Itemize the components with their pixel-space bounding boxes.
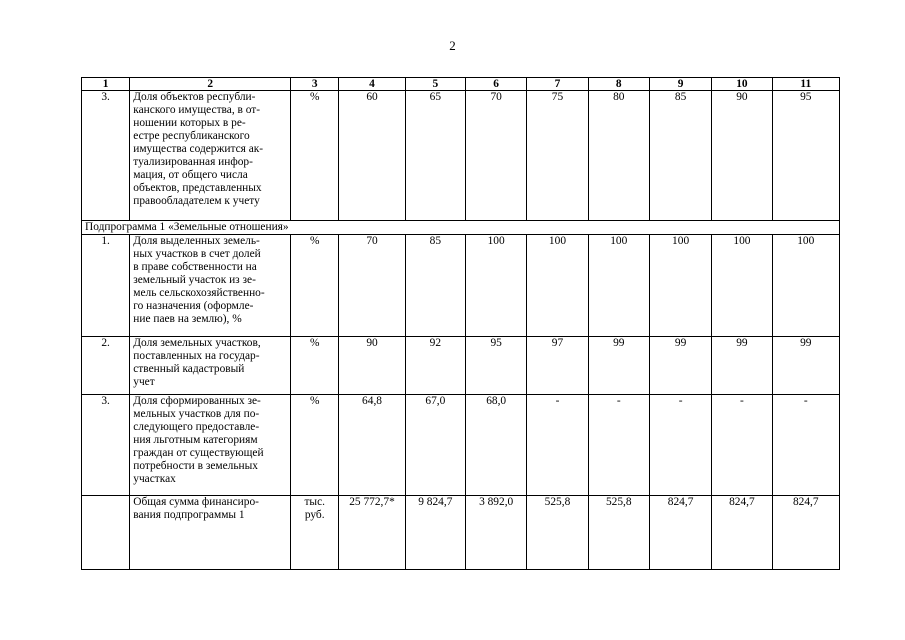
unit-cell: % [291,235,339,337]
table-row [82,337,840,395]
name-line: Доля сформированных зе- [133,395,261,407]
value-cell: 70 [339,235,405,337]
unit-line: тыс. [304,496,325,508]
unit-cell: % [291,91,339,221]
value-cell: 100 [466,235,527,337]
value-cell: 92 [405,337,465,395]
name-line: следующего предоставле- [133,421,260,433]
header-cell: 4 [339,78,405,91]
name-line: Общая сумма финансиро- [133,496,259,508]
value-cell: 95 [772,91,839,221]
unit-cell: % [291,337,339,395]
name-line: мельных участков для по- [133,408,260,420]
name-line: Доля земельных участков, [133,337,261,349]
table-row [82,395,840,496]
total-row [82,496,840,570]
header-cell: 3 [291,78,339,91]
name-line: в праве собственности на [133,261,257,273]
row-number: 1. [82,235,130,337]
value-cell: 99 [649,337,711,395]
indicators-table [81,77,840,570]
row-number: 3. [82,91,130,221]
name-line: ния льготным категориям [133,434,258,446]
name-line: вания подпрограммы 1 [133,509,245,521]
indicator-name [130,337,291,395]
name-line: го назначения (оформле- [133,300,254,312]
name-line: туализированная инфор- [133,156,253,168]
value-cell: - [712,395,772,496]
header-cell: 5 [405,78,465,91]
value-cell: 824,7 [649,496,711,570]
header-cell: 8 [588,78,649,91]
row-number: 3. [82,395,130,496]
name-line: Доля выделенных земель- [133,235,260,247]
header-row [82,78,840,91]
header-cell: 11 [772,78,839,91]
value-cell: 60 [339,91,405,221]
value-cell: 64,8 [339,395,405,496]
value-cell: 80 [588,91,649,221]
value-cell: 65 [405,91,465,221]
value-cell: - [527,395,588,496]
value-cell: 90 [712,91,772,221]
value-cell: 99 [772,337,839,395]
value-cell: - [772,395,839,496]
name-line: земельный участок из зе- [133,274,256,286]
value-cell: 90 [339,337,405,395]
value-cell: 3 892,0 [466,496,527,570]
value-cell: 68,0 [466,395,527,496]
value-cell: 99 [712,337,772,395]
name-line: правообладателем к учету [133,195,260,207]
value-cell: 824,7 [772,496,839,570]
value-cell: 85 [405,235,465,337]
value-cell: 67,0 [405,395,465,496]
value-cell: 100 [712,235,772,337]
name-line: учет [133,376,155,388]
name-line: естре республиканского [133,130,250,142]
value-cell: - [588,395,649,496]
value-cell: - [649,395,711,496]
indicator-name [130,496,291,570]
header-cell: 2 [130,78,291,91]
name-line: участках [133,473,176,485]
indicator-name [130,91,291,221]
value-cell: 25 772,7* [339,496,405,570]
name-line: ственный кадастровый [133,363,245,375]
header-cell: 10 [712,78,772,91]
name-line: ношении которых в ре- [133,117,246,129]
unit-cell [291,496,339,570]
value-cell: 75 [527,91,588,221]
row-number: 2. [82,337,130,395]
value-cell: 525,8 [527,496,588,570]
header-cell: 1 [82,78,130,91]
name-line: Доля объектов республи- [133,91,256,103]
value-cell: 100 [588,235,649,337]
indicator-name [130,235,291,337]
header-cell: 6 [466,78,527,91]
value-cell: 100 [649,235,711,337]
name-line: ных участков в счет долей [133,248,261,260]
name-line: канского имущества, в от- [133,104,261,116]
value-cell: 85 [649,91,711,221]
value-cell: 97 [527,337,588,395]
value-cell: 100 [772,235,839,337]
name-line: мация, от общего числа [133,169,248,181]
page-number: 2 [449,38,456,53]
value-cell: 9 824,7 [405,496,465,570]
subprogram-title: Подпрограмма 1 «Земельные отношения» [82,221,840,235]
unit-cell: % [291,395,339,496]
value-cell: 95 [466,337,527,395]
name-line: мель сельскохозяйственно- [133,287,265,299]
value-cell: 824,7 [712,496,772,570]
name-line: имущества содержится ак- [133,143,264,155]
header-cell: 9 [649,78,711,91]
subprogram-row [82,221,840,235]
value-cell: 70 [466,91,527,221]
name-line: поставленных на государ- [133,350,260,362]
name-line: потребности в земельных [133,460,258,472]
value-cell: 100 [527,235,588,337]
row-number [82,496,130,570]
unit-line: руб. [304,509,325,521]
table-row [82,91,840,221]
value-cell: 525,8 [588,496,649,570]
header-cell: 7 [527,78,588,91]
value-cell: 99 [588,337,649,395]
name-line: граждан от существующей [133,447,264,459]
name-line: ние паев на землю), % [133,313,242,325]
indicator-name [130,395,291,496]
table-row [82,235,840,337]
name-line: объектов, представленных [133,182,262,194]
